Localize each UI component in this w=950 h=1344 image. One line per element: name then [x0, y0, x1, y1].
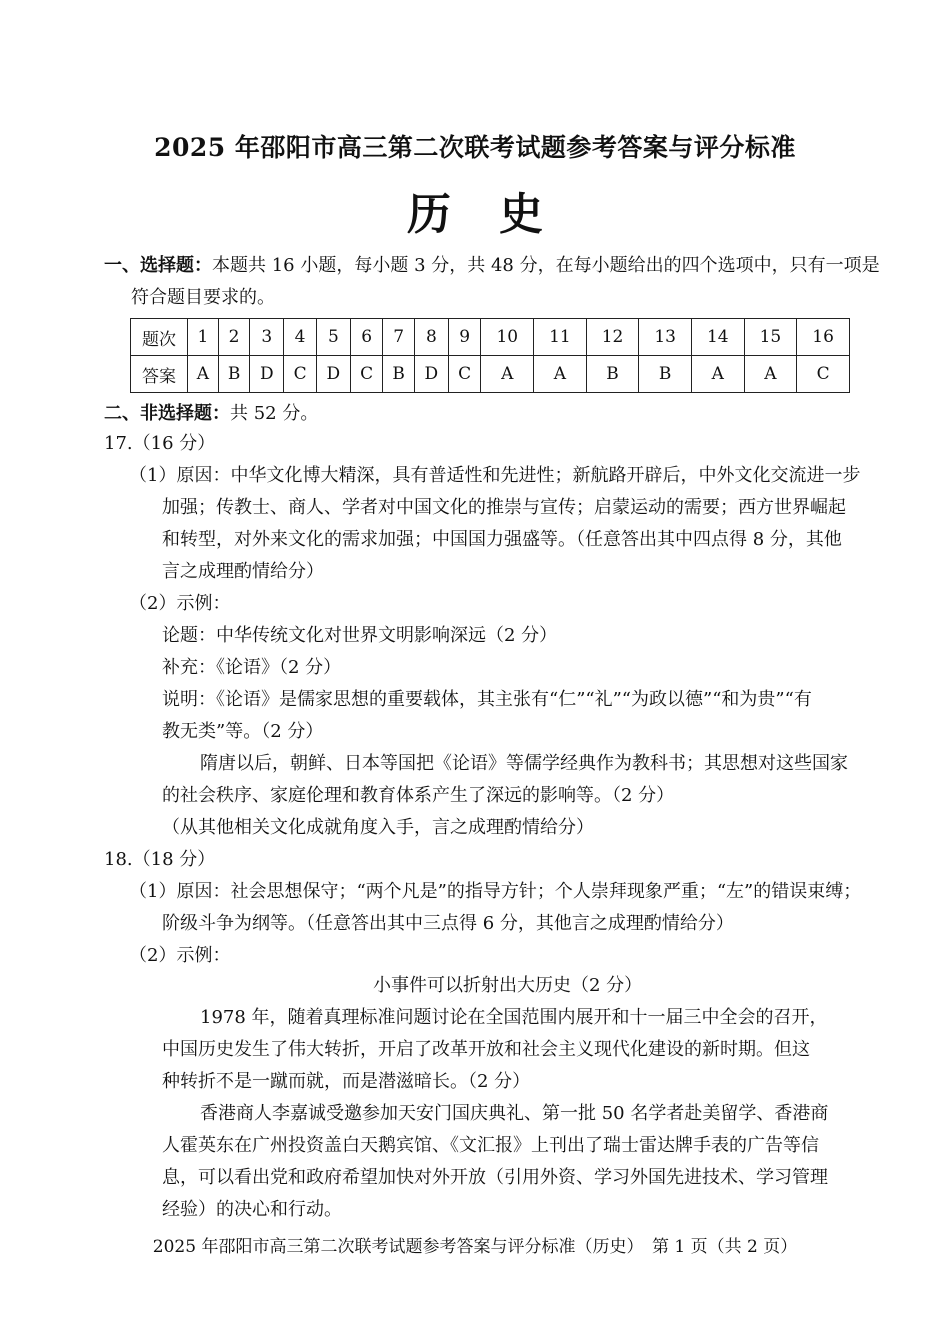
answer-table-answer-row: [131, 356, 850, 393]
answer-table-number-row: [131, 319, 850, 356]
q17-supplement: 补充：《论语》（2 分）: [162, 657, 342, 678]
section2-line: [104, 398, 318, 430]
q18-para1-line: 1978 年，随着真理标准问题讨论在全国范围内展开和十一届三中全会的召开，: [200, 1007, 828, 1028]
q17-para-line: 的社会秩序、家庭伦理和教育体系产生了深远的影响等。（2 分）: [162, 785, 675, 806]
section1-line1: [104, 250, 880, 282]
q17-thesis: 论题：中华传统文化对世界文明影响深远（2 分）: [162, 625, 558, 646]
answer-cell: A: [481, 356, 534, 393]
question-number: 15: [744, 319, 797, 356]
page-footer: 2025 年邵阳市高三第二次联考试题参考答案与评分标准（历史） 第 1 页（共 2 页）: [152, 1237, 798, 1257]
question-number: 11: [534, 319, 587, 356]
answer-cell: B: [218, 356, 249, 393]
question-number: 6: [350, 319, 383, 356]
q17-p1-line: 和转型，对外来文化的需求加强；中国国力强盛等。（任意答出其中四点得 8 分，其他: [162, 529, 842, 550]
q18-para1-line: 种转折不是一蹴而就，而是潜滋暗长。（2 分）: [162, 1071, 531, 1092]
q18-para2-line: 经验）的决心和行动。: [162, 1199, 342, 1220]
row-label-answer: 答案: [131, 356, 188, 393]
question-number: 4: [284, 319, 317, 356]
q18-label: 18.（18 分）: [104, 849, 216, 870]
question-number: 7: [383, 319, 414, 356]
q18-p2-label: （2）示例：: [129, 945, 231, 966]
answer-cell: C: [350, 356, 383, 393]
q17-explain-line: 教无类”等。（2 分）: [162, 721, 324, 742]
answer-cell: B: [639, 356, 692, 393]
q17-p1-line: （1）原因：中华文化博大精深，具有普适性和先进性；新航路开辟后，中外文化交流进一步: [129, 465, 861, 486]
answer-cell: B: [586, 356, 639, 393]
question-number: 3: [250, 319, 284, 356]
question-number: 16: [797, 319, 850, 356]
q18-para2-line: 人霍英东在广州投资盖白天鹅宾馆、《文汇报》上刊出了瑞士雷达牌手表的广告等信: [162, 1135, 819, 1156]
q18-p1-line: （1）原因：社会思想保守；“两个凡是”的指导方针；个人崇拜现象严重；“左”的错误束缚；: [129, 881, 862, 902]
q17-p2-label: （2）示例：: [129, 593, 231, 614]
section2-text: 共 52 分。: [230, 403, 319, 424]
subject-title: 历史: [407, 189, 591, 240]
question-number: 5: [316, 319, 350, 356]
q17-label: 17.（16 分）: [104, 433, 216, 454]
answer-cell: C: [797, 356, 850, 393]
row-label-number: 题次: [131, 319, 188, 356]
answer-cell: A: [744, 356, 797, 393]
question-number: 1: [188, 319, 219, 356]
q18-essay-title: 小事件可以折射出大历史（2 分）: [373, 975, 643, 996]
document-title: 2025 年邵阳市高三第二次联考试题参考答案与评分标准: [154, 133, 796, 162]
section1-line2: 符合题目要求的。: [131, 287, 275, 308]
answer-cell: D: [250, 356, 284, 393]
question-number: 10: [481, 319, 534, 356]
q17-p1-line: 言之成理酌情给分）: [162, 561, 324, 582]
q17-p1-line: 加强；传教士、商人、学者对中国文化的推崇与宣传；启蒙运动的需要；西方世界崛起: [162, 497, 846, 518]
question-number: 2: [218, 319, 249, 356]
question-number: 8: [414, 319, 448, 356]
answer-cell: A: [188, 356, 219, 393]
question-number: 14: [691, 319, 744, 356]
question-number: 9: [448, 319, 481, 356]
section1-text: 本题共 16 小题，每小题 3 分，共 48 分，在每小题给出的四个选项中，只有一项是: [212, 255, 880, 276]
q18-para2-line: 香港商人李嘉诚受邀参加天安门国庆典礼、第一批 50 名学者赴美留学、香港商: [200, 1103, 829, 1124]
section1-heading: 一、选择题：: [104, 255, 212, 276]
question-number: 12: [586, 319, 639, 356]
q18-p1-line: 阶级斗争为纲等。（任意答出其中三点得 6 分，其他言之成理酌情给分）: [162, 913, 734, 934]
answer-cell: D: [414, 356, 448, 393]
answer-table: [130, 318, 850, 393]
q18-para1-line: 中国历史发生了伟大转折，开启了改革开放和社会主义现代化建设的新时期。但这: [162, 1039, 810, 1060]
q17-explain-line: 说明：《论语》是儒家思想的重要载体，其主张有“仁”“礼”“为政以德”“和为贵”“有: [162, 689, 812, 710]
answer-cell: D: [316, 356, 350, 393]
answer-cell: A: [534, 356, 587, 393]
answer-cell: C: [448, 356, 481, 393]
answer-cell: C: [284, 356, 317, 393]
q18-para2-line: 息，可以看出党和政府希望加快对外开放（引用外资、学习外国先进技术、学习管理: [162, 1167, 828, 1188]
question-number: 13: [639, 319, 692, 356]
section2-heading: 二、非选择题：: [104, 403, 230, 424]
q17-para-line: 隋唐以后，朝鲜、日本等国把《论语》等儒学经典作为教科书；其思想对这些国家: [200, 753, 848, 774]
answer-cell: B: [383, 356, 414, 393]
answer-cell: A: [691, 356, 744, 393]
q17-note: （从其他相关文化成就角度入手，言之成理酌情给分）: [162, 817, 594, 838]
